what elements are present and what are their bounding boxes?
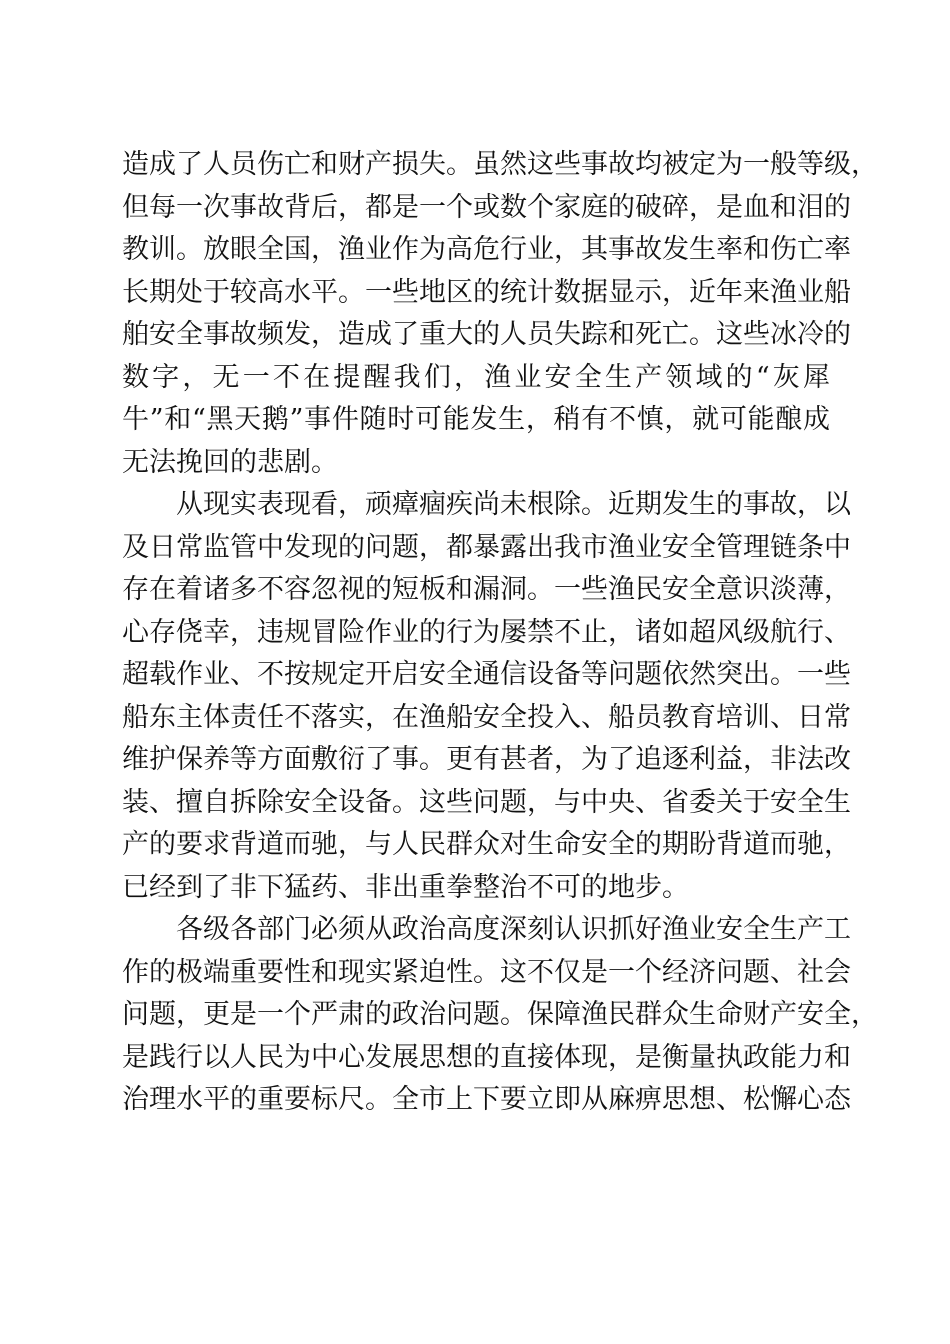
text-line: 心存侥幸，违规冒险作业的行为屡禁不止，诸如超风级航行、 [122,616,851,648]
text-line: 舶安全事故频发，造成了重大的人员失踪和死亡。这些冰冷的 [122,319,851,350]
text-line: 是践行以人民为中心发展思想的直接体现，是衡量执政能力和 [122,1041,851,1073]
text-line: 各级各部门必须从政治高度深刻认识抓好渔业安全生产工 [176,914,851,945]
text-line: 产的要求背道而驰，与人民群众对生命安全的期盼背道而驰， [122,829,851,860]
paragraph-2 [122,484,851,909]
text-line: 治理水平的重要标尺。全市上下要立即从麻痹思想、松懈心态 [122,1084,851,1115]
text-line: 装、擅自拆除安全设备。这些问题，与中央、省委关于安全生 [122,786,851,818]
document-page [122,144,878,1122]
text-line: 教训。放眼全国，渔业作为高危行业，其事故发生率和伤亡率 [122,234,851,265]
text-line: 问题，更是一个严肃的政治问题。保障渔民群众生命财产安全， [122,999,878,1030]
text-line: 存在着诸多不容忽视的短板和漏洞。一些渔民安全意识淡薄， [122,574,851,605]
text-line: 及日常监管中发现的问题，都暴露出我市渔业安全管理链条中 [122,531,851,563]
text-line: 已经到了非下猛药、非出重拳整治不可的地步。 [122,871,689,903]
text-line: 作的极端重要性和现实紧迫性。这不仅是一个经济问题、社会 [122,956,851,988]
text-line: 但每一次事故背后，都是一个或数个家庭的破碎，是血和泪的 [122,191,851,223]
paragraph-1 [122,144,878,484]
text-line: 长期处于较高水平。一些地区的统计数据显示，近年来渔业船 [122,276,851,308]
text-line: 牛”和“黑天鹅”事件随时可能发生，稍有不慎，就可能酿成 [122,404,830,435]
text-line: 维护保养等方面敷衍了事。更有甚者，为了追逐利益，非法改 [122,744,851,775]
text-line: 超载作业、不按规定开启安全通信设备等问题依然突出。一些 [122,659,851,690]
paragraph-3 [122,909,878,1122]
text-line: 从现实表现看，顽瘴痼疾尚未根除。近期发生的事故，以 [176,489,851,520]
text-line: 造成了人员伤亡和财产损失。虽然这些事故均被定为一般等级， [122,149,878,180]
text-line: 无法挽回的悲剧。 [122,446,338,478]
text-line: 数字，无一不在提醒我们，渔业安全生产领域的“灰犀 [122,361,830,393]
text-line: 船东主体责任不落实，在渔船安全投入、船员教育培训、日常 [122,701,851,733]
